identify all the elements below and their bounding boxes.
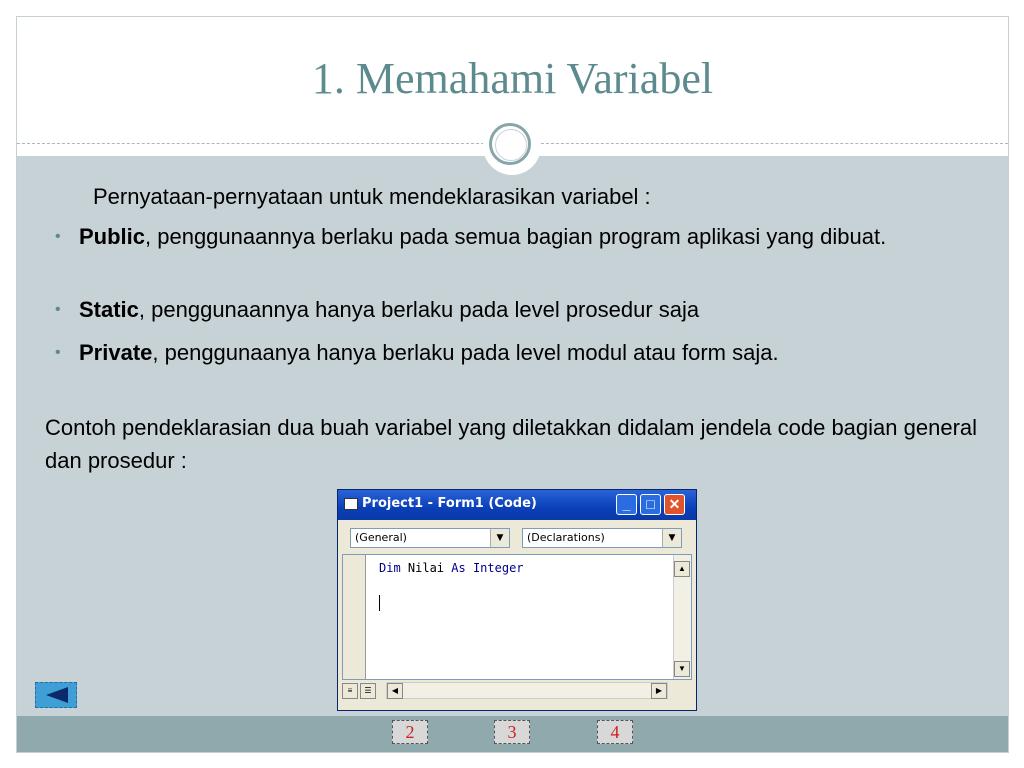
type-name: Integer: [465, 561, 524, 575]
chevron-down-icon[interactable]: ▼: [490, 529, 509, 547]
procedure-view-icon[interactable]: ≡: [342, 683, 358, 699]
horizontal-scrollbar[interactable]: [386, 682, 668, 699]
variable-name: Nilai: [400, 561, 452, 575]
bullet-static: [55, 293, 977, 326]
object-combo[interactable]: [350, 528, 510, 548]
procedure-combo[interactable]: [522, 528, 682, 548]
page-link-2[interactable]: 2: [392, 720, 428, 744]
bullet-term: Static: [79, 297, 139, 322]
chevron-down-icon[interactable]: ▼: [662, 529, 681, 547]
slide-title: 1. Memahami Variabel: [311, 54, 714, 103]
vb-window-title: Project1 - Form1 (Code): [362, 496, 537, 511]
bullet-private: [55, 336, 977, 369]
bullet-desc: , penggunaannya hanya berlaku pada level prosedur saja: [138, 297, 700, 322]
close-icon: ✕: [668, 496, 681, 512]
vb-code-window: [337, 489, 697, 711]
back-button[interactable]: [35, 682, 77, 708]
intro-text: Pernyataan-pernyataan untuk mendeklarasikan variabel :: [93, 184, 651, 209]
bullet-public: [55, 220, 977, 253]
bullet-desc: , penggunaanya hanya berlaku pada level modul atau form saja.: [152, 340, 779, 365]
scroll-right-icon[interactable]: ▶: [651, 683, 667, 699]
page-link-3[interactable]: 3: [494, 720, 530, 744]
bullet-term: Private: [79, 340, 153, 365]
close-button[interactable]: [664, 494, 685, 515]
scroll-left-icon[interactable]: ◀: [387, 683, 403, 699]
example-text: Contoh pendeklarasian dua buah variabel yang diletakkan didalam jendela code bagian general dan prosedur :: [45, 415, 978, 473]
bullet-icon: •: [55, 301, 61, 318]
maximize-button[interactable]: [640, 494, 661, 515]
code-line: [379, 561, 524, 575]
object-combo-value: (General): [355, 531, 407, 544]
minimize-button[interactable]: [616, 494, 637, 515]
divider-circle-icon: [489, 123, 531, 165]
slide: [16, 16, 1009, 753]
bullet-term: Public: [79, 224, 146, 249]
bullet-icon: •: [55, 344, 61, 361]
bullet-icon: •: [55, 228, 61, 245]
keyword-as: As: [451, 561, 466, 575]
code-editor[interactable]: [342, 554, 692, 680]
scroll-up-icon[interactable]: ▲: [674, 561, 690, 577]
text-caret: [379, 595, 380, 611]
bullet-desc: , penggunaannya berlaku pada semua bagian program aplikasi yang dibuat.: [145, 224, 887, 249]
page-link-4[interactable]: 4: [597, 720, 633, 744]
maximize-icon: □: [646, 496, 655, 512]
minimize-icon: _: [622, 496, 631, 512]
vb-app-icon: [344, 498, 358, 510]
code-gutter: [343, 555, 366, 679]
procedure-combo-value: (Declarations): [527, 531, 605, 544]
left-arrow-icon: [44, 686, 70, 704]
scroll-down-icon[interactable]: ▼: [674, 661, 690, 677]
code-window-bottom: [342, 682, 692, 700]
vb-titlebar: [338, 490, 696, 520]
keyword-dim: Dim: [379, 561, 401, 575]
full-module-view-icon[interactable]: ☰: [360, 683, 376, 699]
vertical-scrollbar[interactable]: [673, 555, 691, 679]
